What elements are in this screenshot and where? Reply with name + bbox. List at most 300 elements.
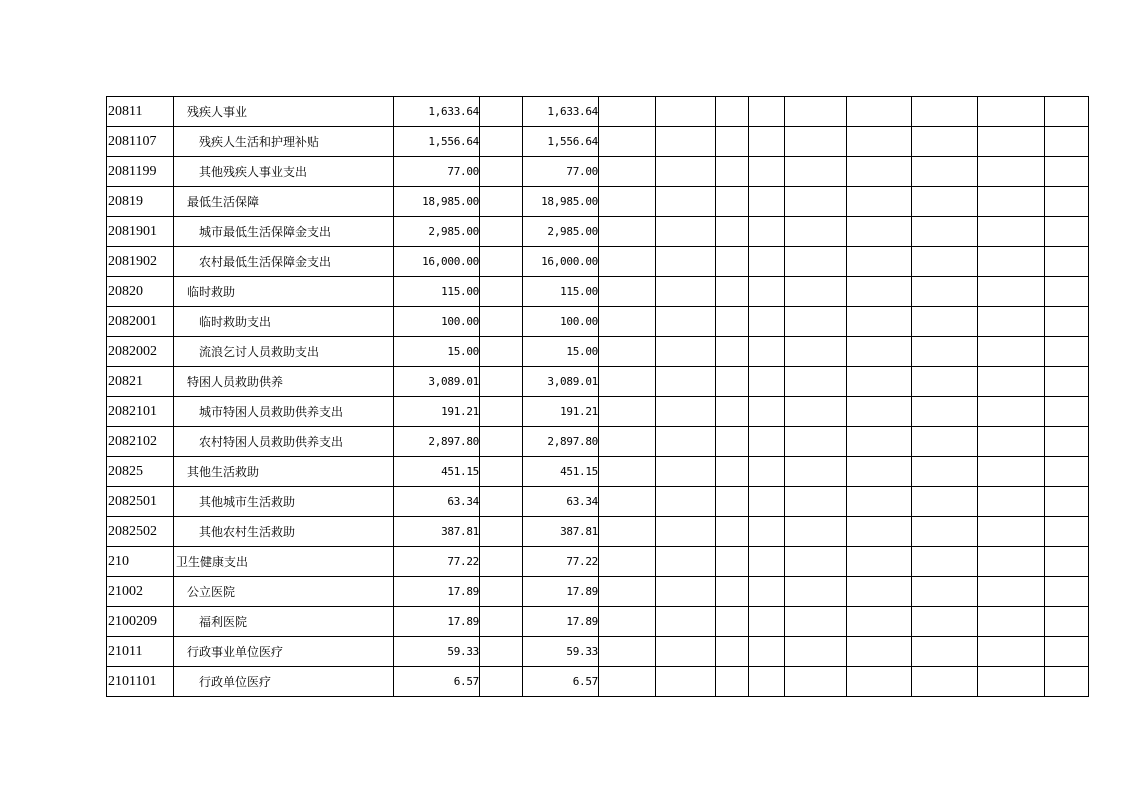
empty-cell (978, 97, 1045, 127)
empty-cell (480, 667, 523, 697)
subject-code-cell: 2082102 (107, 427, 174, 457)
empty-cell (656, 427, 716, 457)
empty-cell (785, 547, 847, 577)
empty-cell (978, 157, 1045, 187)
empty-cell (912, 157, 978, 187)
empty-cell (847, 247, 912, 277)
empty-cell (480, 577, 523, 607)
total-amount-cell: 115.00 (394, 277, 480, 307)
total-amount-cell: 2,985.00 (394, 217, 480, 247)
empty-cell (847, 427, 912, 457)
budget-table (106, 96, 1089, 697)
empty-cell (847, 277, 912, 307)
subject-name-cell: 福利医院 (174, 607, 394, 637)
empty-cell (656, 577, 716, 607)
empty-cell (912, 277, 978, 307)
empty-cell (599, 217, 656, 247)
empty-cell (716, 457, 749, 487)
empty-cell (1045, 397, 1089, 427)
empty-cell (480, 367, 523, 397)
empty-cell (656, 517, 716, 547)
empty-cell (978, 517, 1045, 547)
empty-cell (656, 217, 716, 247)
empty-cell (1045, 217, 1089, 247)
subject-name-cell: 残疾人生活和护理补贴 (174, 127, 394, 157)
empty-cell (480, 277, 523, 307)
basic-amount-cell: 2,897.80 (523, 427, 599, 457)
empty-cell (978, 607, 1045, 637)
subject-name-cell: 最低生活保障 (174, 187, 394, 217)
empty-cell (480, 217, 523, 247)
table-row (107, 337, 1089, 367)
empty-cell (978, 307, 1045, 337)
empty-cell (785, 667, 847, 697)
empty-cell (912, 517, 978, 547)
empty-cell (1045, 307, 1089, 337)
total-amount-cell: 6.57 (394, 667, 480, 697)
table-row (107, 607, 1089, 637)
empty-cell (716, 157, 749, 187)
table-row (107, 247, 1089, 277)
subject-name-cell: 城市最低生活保障金支出 (174, 217, 394, 247)
empty-cell (1045, 667, 1089, 697)
empty-cell (785, 487, 847, 517)
empty-cell (847, 667, 912, 697)
empty-cell (749, 157, 785, 187)
subject-code-cell: 20825 (107, 457, 174, 487)
empty-cell (749, 367, 785, 397)
empty-cell (785, 97, 847, 127)
empty-cell (716, 217, 749, 247)
empty-cell (656, 307, 716, 337)
basic-amount-cell: 191.21 (523, 397, 599, 427)
subject-name-cell: 公立医院 (174, 577, 394, 607)
empty-cell (749, 427, 785, 457)
empty-cell (656, 607, 716, 637)
empty-cell (978, 277, 1045, 307)
empty-cell (1045, 427, 1089, 457)
empty-cell (656, 667, 716, 697)
basic-amount-cell: 15.00 (523, 337, 599, 367)
empty-cell (716, 577, 749, 607)
subject-name-cell: 其他残疾人事业支出 (174, 157, 394, 187)
basic-amount-cell: 1,633.64 (523, 97, 599, 127)
subject-name-cell: 特困人员救助供养 (174, 367, 394, 397)
total-amount-cell: 17.89 (394, 607, 480, 637)
empty-cell (847, 217, 912, 247)
empty-cell (978, 637, 1045, 667)
empty-cell (912, 337, 978, 367)
empty-cell (912, 667, 978, 697)
empty-cell (847, 487, 912, 517)
empty-cell (1045, 127, 1089, 157)
empty-cell (978, 337, 1045, 367)
basic-amount-cell: 115.00 (523, 277, 599, 307)
subject-code-cell: 20811 (107, 97, 174, 127)
empty-cell (716, 637, 749, 667)
table-row (107, 517, 1089, 547)
empty-cell (716, 547, 749, 577)
empty-cell (978, 187, 1045, 217)
empty-cell (656, 277, 716, 307)
empty-cell (480, 457, 523, 487)
empty-cell (785, 307, 847, 337)
empty-cell (749, 277, 785, 307)
subject-name-cell: 残疾人事业 (174, 97, 394, 127)
empty-cell (656, 637, 716, 667)
total-amount-cell: 17.89 (394, 577, 480, 607)
total-amount-cell: 16,000.00 (394, 247, 480, 277)
empty-cell (749, 397, 785, 427)
basic-amount-cell: 59.33 (523, 637, 599, 667)
empty-cell (599, 97, 656, 127)
empty-cell (716, 607, 749, 637)
basic-amount-cell: 3,089.01 (523, 367, 599, 397)
subject-name-cell: 其他城市生活救助 (174, 487, 394, 517)
empty-cell (912, 637, 978, 667)
empty-cell (480, 187, 523, 217)
table-row (107, 457, 1089, 487)
total-amount-cell: 77.00 (394, 157, 480, 187)
empty-cell (749, 637, 785, 667)
empty-cell (716, 397, 749, 427)
total-amount-cell: 77.22 (394, 547, 480, 577)
empty-cell (785, 577, 847, 607)
empty-cell (656, 367, 716, 397)
subject-code-cell: 2082501 (107, 487, 174, 517)
subject-code-cell: 21011 (107, 637, 174, 667)
subject-name-cell: 行政单位医疗 (174, 667, 394, 697)
empty-cell (480, 127, 523, 157)
empty-cell (1045, 607, 1089, 637)
empty-cell (656, 97, 716, 127)
empty-cell (912, 547, 978, 577)
empty-cell (847, 637, 912, 667)
empty-cell (1045, 577, 1089, 607)
empty-cell (847, 307, 912, 337)
empty-cell (599, 547, 656, 577)
basic-amount-cell: 77.00 (523, 157, 599, 187)
empty-cell (912, 187, 978, 217)
empty-cell (912, 127, 978, 157)
empty-cell (978, 427, 1045, 457)
empty-cell (978, 247, 1045, 277)
empty-cell (1045, 337, 1089, 367)
empty-cell (749, 247, 785, 277)
empty-cell (912, 577, 978, 607)
empty-cell (480, 397, 523, 427)
empty-cell (847, 607, 912, 637)
total-amount-cell: 18,985.00 (394, 187, 480, 217)
total-amount-cell: 15.00 (394, 337, 480, 367)
empty-cell (480, 487, 523, 517)
empty-cell (912, 457, 978, 487)
empty-cell (749, 127, 785, 157)
empty-cell (716, 97, 749, 127)
subject-code-cell: 210 (107, 547, 174, 577)
empty-cell (749, 577, 785, 607)
basic-amount-cell: 2,985.00 (523, 217, 599, 247)
table-row (107, 487, 1089, 517)
empty-cell (978, 457, 1045, 487)
subject-code-cell: 20820 (107, 277, 174, 307)
empty-cell (599, 187, 656, 217)
empty-cell (978, 367, 1045, 397)
table-row (107, 637, 1089, 667)
empty-cell (912, 487, 978, 517)
empty-cell (1045, 157, 1089, 187)
subject-name-cell: 城市特困人员救助供养支出 (174, 397, 394, 427)
empty-cell (912, 397, 978, 427)
empty-cell (912, 607, 978, 637)
subject-code-cell: 2081199 (107, 157, 174, 187)
total-amount-cell: 451.15 (394, 457, 480, 487)
empty-cell (716, 307, 749, 337)
total-amount-cell: 2,897.80 (394, 427, 480, 457)
empty-cell (749, 337, 785, 367)
table-row (107, 667, 1089, 697)
empty-cell (785, 367, 847, 397)
empty-cell (480, 547, 523, 577)
empty-cell (716, 247, 749, 277)
subject-name-cell: 农村最低生活保障金支出 (174, 247, 394, 277)
empty-cell (599, 487, 656, 517)
empty-cell (749, 187, 785, 217)
empty-cell (599, 397, 656, 427)
basic-amount-cell: 451.15 (523, 457, 599, 487)
subject-code-cell: 2081107 (107, 127, 174, 157)
empty-cell (785, 127, 847, 157)
empty-cell (599, 457, 656, 487)
empty-cell (847, 157, 912, 187)
subject-code-cell: 2101101 (107, 667, 174, 697)
subject-code-cell: 20819 (107, 187, 174, 217)
empty-cell (599, 577, 656, 607)
subject-code-cell: 21002 (107, 577, 174, 607)
table-row (107, 187, 1089, 217)
table-row (107, 277, 1089, 307)
empty-cell (912, 307, 978, 337)
table-row (107, 217, 1089, 247)
empty-cell (716, 427, 749, 457)
table-row (107, 367, 1089, 397)
empty-cell (749, 457, 785, 487)
total-amount-cell: 1,633.64 (394, 97, 480, 127)
empty-cell (847, 397, 912, 427)
subject-code-cell: 2081902 (107, 247, 174, 277)
empty-cell (716, 367, 749, 397)
basic-amount-cell: 63.34 (523, 487, 599, 517)
empty-cell (749, 307, 785, 337)
empty-cell (978, 487, 1045, 517)
table-row (107, 127, 1089, 157)
subject-name-cell: 卫生健康支出 (174, 547, 394, 577)
empty-cell (847, 547, 912, 577)
empty-cell (847, 127, 912, 157)
basic-amount-cell: 1,556.64 (523, 127, 599, 157)
empty-cell (716, 667, 749, 697)
empty-cell (1045, 517, 1089, 547)
table-row (107, 97, 1089, 127)
empty-cell (912, 217, 978, 247)
subject-code-cell: 2081901 (107, 217, 174, 247)
empty-cell (749, 487, 785, 517)
empty-cell (978, 667, 1045, 697)
empty-cell (912, 97, 978, 127)
basic-amount-cell: 16,000.00 (523, 247, 599, 277)
empty-cell (785, 337, 847, 367)
empty-cell (847, 517, 912, 547)
empty-cell (1045, 457, 1089, 487)
empty-cell (480, 427, 523, 457)
table-row (107, 547, 1089, 577)
total-amount-cell: 1,556.64 (394, 127, 480, 157)
total-amount-cell: 3,089.01 (394, 367, 480, 397)
subject-name-cell: 其他生活救助 (174, 457, 394, 487)
total-amount-cell: 387.81 (394, 517, 480, 547)
table-row (107, 577, 1089, 607)
empty-cell (1045, 187, 1089, 217)
empty-cell (749, 517, 785, 547)
empty-cell (785, 517, 847, 547)
empty-cell (599, 517, 656, 547)
empty-cell (1045, 367, 1089, 397)
total-amount-cell: 100.00 (394, 307, 480, 337)
basic-amount-cell: 17.89 (523, 607, 599, 637)
empty-cell (599, 427, 656, 457)
empty-cell (749, 547, 785, 577)
empty-cell (1045, 637, 1089, 667)
table-row (107, 157, 1089, 187)
empty-cell (749, 667, 785, 697)
empty-cell (599, 367, 656, 397)
subject-code-cell: 20821 (107, 367, 174, 397)
empty-cell (480, 97, 523, 127)
empty-cell (978, 547, 1045, 577)
basic-amount-cell: 100.00 (523, 307, 599, 337)
empty-cell (785, 217, 847, 247)
subject-name-cell: 其他农村生活救助 (174, 517, 394, 547)
empty-cell (716, 187, 749, 217)
empty-cell (785, 637, 847, 667)
empty-cell (749, 217, 785, 247)
empty-cell (785, 187, 847, 217)
empty-cell (978, 217, 1045, 247)
empty-cell (785, 397, 847, 427)
empty-cell (785, 277, 847, 307)
empty-cell (599, 337, 656, 367)
subject-code-cell: 2082502 (107, 517, 174, 547)
subject-name-cell: 农村特困人员救助供养支出 (174, 427, 394, 457)
empty-cell (480, 247, 523, 277)
empty-cell (1045, 487, 1089, 517)
empty-cell (847, 187, 912, 217)
basic-amount-cell: 18,985.00 (523, 187, 599, 217)
empty-cell (785, 157, 847, 187)
empty-cell (785, 427, 847, 457)
empty-cell (847, 367, 912, 397)
empty-cell (656, 487, 716, 517)
empty-cell (785, 457, 847, 487)
empty-cell (1045, 547, 1089, 577)
empty-cell (599, 607, 656, 637)
empty-cell (480, 337, 523, 367)
empty-cell (656, 457, 716, 487)
table-row (107, 397, 1089, 427)
basic-amount-cell: 77.22 (523, 547, 599, 577)
empty-cell (480, 517, 523, 547)
empty-cell (978, 127, 1045, 157)
empty-cell (716, 277, 749, 307)
subject-code-cell: 2082101 (107, 397, 174, 427)
empty-cell (847, 457, 912, 487)
empty-cell (847, 577, 912, 607)
total-amount-cell: 59.33 (394, 637, 480, 667)
empty-cell (599, 667, 656, 697)
empty-cell (912, 367, 978, 397)
empty-cell (1045, 247, 1089, 277)
basic-amount-cell: 17.89 (523, 577, 599, 607)
empty-cell (656, 547, 716, 577)
empty-cell (599, 277, 656, 307)
table-row (107, 427, 1089, 457)
empty-cell (749, 97, 785, 127)
empty-cell (480, 607, 523, 637)
empty-cell (978, 397, 1045, 427)
empty-cell (599, 637, 656, 667)
empty-cell (480, 157, 523, 187)
subject-code-cell: 2082002 (107, 337, 174, 367)
empty-cell (599, 127, 656, 157)
empty-cell (912, 427, 978, 457)
empty-cell (599, 307, 656, 337)
empty-cell (656, 157, 716, 187)
empty-cell (716, 127, 749, 157)
empty-cell (716, 337, 749, 367)
basic-amount-cell: 387.81 (523, 517, 599, 547)
empty-cell (480, 637, 523, 667)
subject-name-cell: 临时救助支出 (174, 307, 394, 337)
subject-code-cell: 2082001 (107, 307, 174, 337)
empty-cell (599, 157, 656, 187)
empty-cell (1045, 97, 1089, 127)
total-amount-cell: 191.21 (394, 397, 480, 427)
empty-cell (656, 187, 716, 217)
empty-cell (847, 97, 912, 127)
empty-cell (1045, 277, 1089, 307)
empty-cell (847, 337, 912, 367)
total-amount-cell: 63.34 (394, 487, 480, 517)
basic-amount-cell: 6.57 (523, 667, 599, 697)
empty-cell (656, 397, 716, 427)
empty-cell (716, 487, 749, 517)
empty-cell (480, 307, 523, 337)
table-body (107, 97, 1089, 697)
empty-cell (656, 127, 716, 157)
subject-name-cell: 流浪乞讨人员救助支出 (174, 337, 394, 367)
empty-cell (656, 337, 716, 367)
subject-code-cell: 2100209 (107, 607, 174, 637)
empty-cell (749, 607, 785, 637)
empty-cell (785, 247, 847, 277)
empty-cell (656, 247, 716, 277)
empty-cell (785, 607, 847, 637)
empty-cell (912, 247, 978, 277)
table-row (107, 307, 1089, 337)
empty-cell (716, 517, 749, 547)
subject-name-cell: 行政事业单位医疗 (174, 637, 394, 667)
empty-cell (599, 247, 656, 277)
